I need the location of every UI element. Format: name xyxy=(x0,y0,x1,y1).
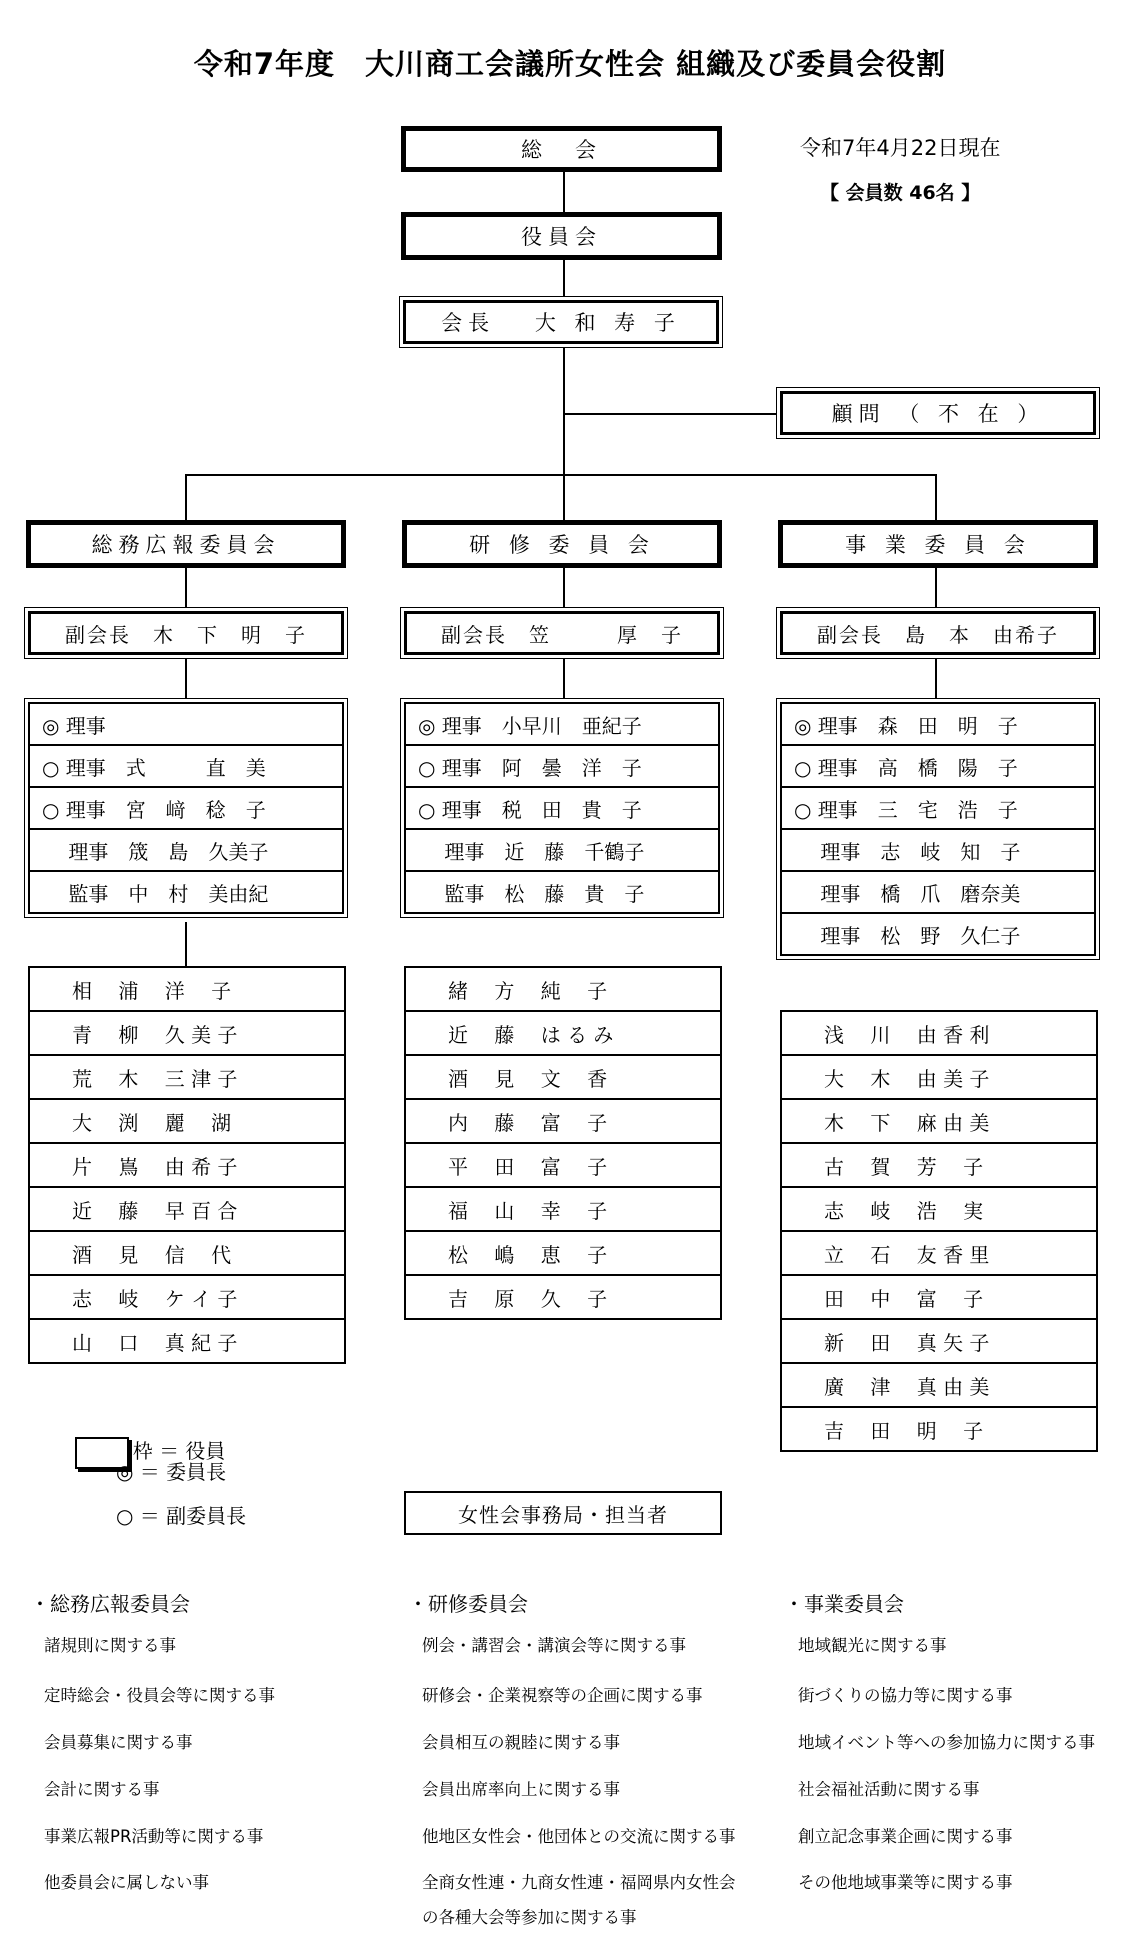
general-meeting-box xyxy=(401,126,722,172)
duties-kenshu xyxy=(408,1588,768,1927)
officer-row: ◎ 理事 xyxy=(30,704,342,746)
member-row: 荒 木 三 津 子 xyxy=(30,1056,344,1100)
officer-row: ◎ 理事 小早川 亜紀子 xyxy=(406,704,718,746)
connector-line xyxy=(935,656,937,700)
connector-line xyxy=(185,566,187,608)
committee-jigyo-box xyxy=(778,520,1098,568)
duty-item: 会計に関する事 xyxy=(44,1780,160,1799)
vice-president-box xyxy=(780,611,1096,655)
duty-item: 創立記念事業企画に関する事 xyxy=(798,1827,1013,1846)
connector-line xyxy=(563,344,565,474)
vice-president-box xyxy=(28,611,344,655)
duty-item: 地域観光に関する事 xyxy=(798,1636,947,1655)
officer-row: 理事 松 野 久仁子 xyxy=(794,923,1021,948)
officer-row: 理事 筬 島 久美子 xyxy=(30,830,342,872)
committee-kenshu-box xyxy=(402,520,722,568)
office-box xyxy=(404,1491,722,1535)
committee-name: 事 業 委 員 会 xyxy=(845,533,1031,557)
member-row: 志 岐 浩 実 xyxy=(782,1188,1096,1232)
legend-double-circle: ◎ ＝ 委員長 xyxy=(116,1460,227,1484)
vice-president-box xyxy=(404,611,720,655)
member-row: 緒 方 純 子 xyxy=(406,968,720,1012)
member-row: 近 藤 は る み xyxy=(406,1012,720,1056)
member-row: 吉 田 明 子 xyxy=(824,1418,984,1443)
member-row: 山 口 真 紀 子 xyxy=(72,1330,238,1355)
duties-soumu xyxy=(30,1588,370,1892)
duties-heading: ・総務広報委員会 xyxy=(30,1592,190,1616)
connector-line xyxy=(563,656,565,700)
duties-heading: ・研修委員会 xyxy=(408,1592,528,1616)
duty-item: 諸規則に関する事 xyxy=(44,1636,176,1655)
duty-item: 定時総会・役員会等に関する事 xyxy=(44,1686,275,1705)
connector-line xyxy=(563,258,565,298)
officer-group xyxy=(780,702,1096,956)
member-row: 松 嶋 恵 子 xyxy=(406,1232,720,1276)
officer-row: 理事 橋 爪 磨奈美 xyxy=(782,872,1094,914)
member-row: 古 賀 芳 子 xyxy=(782,1144,1096,1188)
member-row: 田 中 富 子 xyxy=(782,1276,1096,1320)
member-row: 志 岐 ケ イ 子 xyxy=(30,1276,344,1320)
connector-line xyxy=(563,170,565,212)
duty-item: 他地区女性会・他団体との交流に関する事 xyxy=(422,1827,736,1846)
duty-item: 研修会・企業視察等の企画に関する事 xyxy=(422,1686,703,1705)
duty-item: 例会・講習会・講演会等に関する事 xyxy=(422,1636,686,1655)
president-box xyxy=(403,300,719,344)
member-list xyxy=(404,966,722,1320)
member-row: 立 石 友 香 里 xyxy=(782,1232,1096,1276)
connector-line xyxy=(185,922,187,966)
duty-item: 全商女性連・九商女性連・福岡県内女性会 xyxy=(422,1873,736,1892)
committee-name: 総務広報委員会 xyxy=(91,533,281,557)
duty-item: 街づくりの協力等に関する事 xyxy=(798,1686,1013,1705)
member-row: 近 藤 早 百 合 xyxy=(30,1188,344,1232)
connector-line xyxy=(185,474,937,476)
duty-item: 他委員会に属しない事 xyxy=(44,1873,209,1892)
officer-row: ◎ 理事 森 田 明 子 xyxy=(782,704,1094,746)
connector-line xyxy=(563,413,778,415)
member-row: 大 木 由 美 子 xyxy=(782,1056,1096,1100)
president-label: 会長 大 和 寿 子 xyxy=(441,311,681,335)
member-row: 相 浦 洋 子 xyxy=(30,968,344,1012)
advisor-label: 顧問 （ 不 在 ） xyxy=(831,402,1045,426)
board-box xyxy=(401,212,722,260)
member-row: 酒 見 文 香 xyxy=(406,1056,720,1100)
duties-jigyo xyxy=(784,1588,1136,1892)
duty-item: 会員出席率向上に関する事 xyxy=(422,1780,620,1799)
member-row: 浅 川 由 香 利 xyxy=(782,1012,1096,1056)
member-row: 青 柳 久 美 子 xyxy=(30,1012,344,1056)
officer-row: 監事 松 藤 貴 子 xyxy=(418,881,645,906)
duty-item: 会員相互の親睦に関する事 xyxy=(422,1733,620,1752)
member-list xyxy=(780,1010,1098,1452)
member-row: 木 下 麻 由 美 xyxy=(782,1100,1096,1144)
connector-line xyxy=(563,566,565,608)
member-row: 新 田 真 矢 子 xyxy=(782,1320,1096,1364)
duty-item: 事業広報PR活動等に関する事 xyxy=(44,1827,264,1846)
member-row: 福 山 幸 子 xyxy=(406,1188,720,1232)
member-row: 平 田 富 子 xyxy=(406,1144,720,1188)
member-row: 廣 津 真 由 美 xyxy=(782,1364,1096,1408)
connector-line xyxy=(185,474,187,520)
connector-line xyxy=(935,474,937,520)
member-list xyxy=(28,966,346,1364)
connector-line xyxy=(935,566,937,608)
duty-item: 社会福祉活動に関する事 xyxy=(798,1780,980,1799)
member-row: 吉 原 久 子 xyxy=(448,1286,608,1311)
officer-row: ○ 理事 三 宅 浩 子 xyxy=(782,788,1094,830)
member-count: 【 会員数 46名 】 xyxy=(820,182,981,204)
member-row: 大 渕 麗 湖 xyxy=(30,1100,344,1144)
duty-item: その他地域事業等に関する事 xyxy=(798,1873,1013,1892)
officer-row: ○ 理事 高 橋 陽 子 xyxy=(782,746,1094,788)
committee-name: 研 修 委 員 会 xyxy=(469,533,655,557)
legend-circle: ○ ＝ 副委員長 xyxy=(116,1504,247,1528)
officer-row: ○ 理事 式 直 美 xyxy=(30,746,342,788)
advisor-box xyxy=(780,391,1096,435)
general-meeting-label: 総 会 xyxy=(521,138,602,162)
vice-president-label: 副会長 島 本 由希子 xyxy=(817,622,1059,647)
vice-president-label: 副会長 笠 厚 子 xyxy=(441,622,683,647)
office-label: 女性会事務局・担当者 xyxy=(458,1502,668,1527)
officer-group xyxy=(28,702,344,914)
officer-row: 理事 志 岐 知 子 xyxy=(782,830,1094,872)
duties-heading: ・事業委員会 xyxy=(784,1592,904,1616)
duty-item: 地域イベント等への参加協力に関する事 xyxy=(798,1733,1095,1752)
member-row: 内 藤 富 子 xyxy=(406,1100,720,1144)
page-title: 令和7年度 大川商工会議所女性会 組織及び委員会役割 xyxy=(193,47,947,81)
officer-row: ○ 理事 税 田 貴 子 xyxy=(406,788,718,830)
committee-soumu-box xyxy=(26,520,346,568)
officer-row: ○ 理事 阿 曇 洋 子 xyxy=(406,746,718,788)
duty-item: 会員募集に関する事 xyxy=(44,1733,193,1752)
officer-row: 監事 中 村 美由紀 xyxy=(42,881,269,906)
member-row: 酒 見 信 代 xyxy=(30,1232,344,1276)
vice-president-label: 副会長 木 下 明 子 xyxy=(65,622,307,647)
legend-frame-label: 枠 ＝ 役員 xyxy=(132,1439,226,1463)
connector-line xyxy=(185,656,187,700)
board-label: 役員会 xyxy=(521,225,602,249)
member-row: 片 嶌 由 希 子 xyxy=(30,1144,344,1188)
connector-line xyxy=(563,474,565,520)
officer-row: ○ 理事 宮 﨑 稔 子 xyxy=(30,788,342,830)
as-of-date: 令和7年4月22日現在 xyxy=(800,136,1001,160)
duty-item: の各種大会等参加に関する事 xyxy=(422,1908,637,1927)
officer-row: 理事 近 藤 千鶴子 xyxy=(406,830,718,872)
officer-group xyxy=(404,702,720,914)
